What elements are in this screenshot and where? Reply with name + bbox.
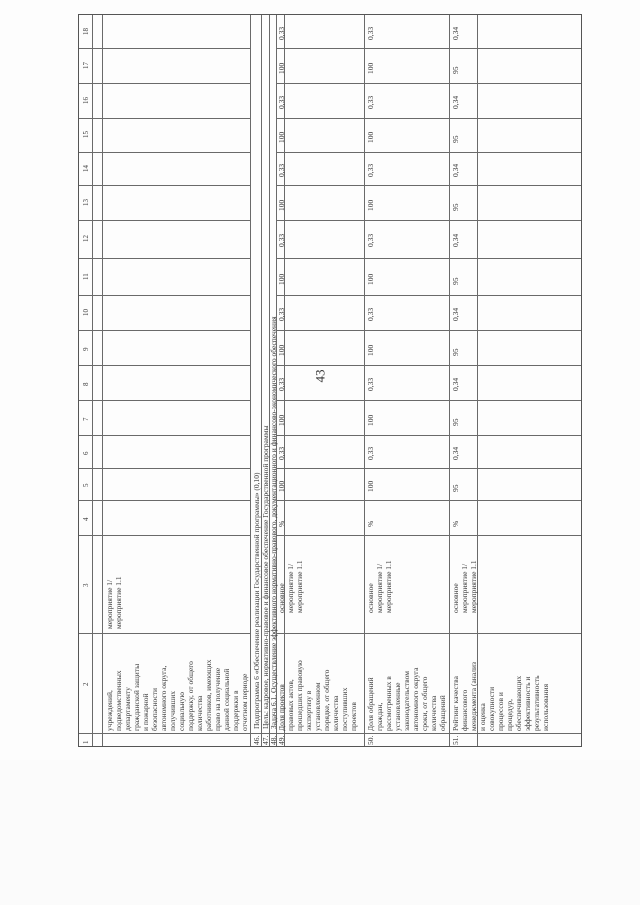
indicator-name-line: менеджмента (анализ [469, 662, 478, 731]
indicator-value: 95 [451, 348, 460, 356]
indicator-value: 0,34 [451, 307, 460, 321]
source-line: основное [366, 583, 375, 613]
column-border [79, 400, 581, 401]
indicator-name-line: социальную [177, 691, 186, 731]
indicator-value: 0,34 [451, 446, 460, 460]
indicator-value: 0,33 [366, 95, 375, 109]
column-number: 14 [82, 165, 90, 172]
column-number: 5 [82, 483, 90, 487]
indicator-name-line: количества [331, 695, 340, 731]
column-border [79, 185, 581, 186]
column-number: 16 [82, 97, 90, 104]
column-number: 4 [82, 517, 90, 521]
unit: % [366, 520, 375, 527]
indicator-name-line: количества [429, 695, 438, 731]
indicator-name-line: результативность [532, 675, 541, 731]
column-number: 15 [82, 131, 90, 138]
indicator-value: 0,33 [366, 26, 375, 40]
indicator-name-line: рассмотренных в [384, 676, 393, 731]
column-border [79, 535, 581, 536]
indicator-name-line: процессов и [496, 692, 505, 731]
section-row-number: 48. [269, 735, 278, 745]
indicator-name-line: процедур, [505, 699, 514, 731]
column-border [79, 295, 581, 296]
indicator-value: 100 [366, 199, 375, 211]
section-row-text: Подпрограмма 6 «Обеспечение реализации Государственной программы» (0,10) [252, 472, 261, 729]
indicator-name-line: установленном [313, 682, 322, 731]
source-line: мероприятие 1/ [375, 563, 384, 613]
indicator-value: 0,33 [277, 307, 286, 321]
indicator-name-line: правовых актов, [286, 679, 295, 731]
indicator-value: 95 [451, 277, 460, 285]
column-border [79, 365, 581, 366]
indicator-value: 100 [277, 344, 286, 356]
source-line: мероприятие 1/ [460, 563, 469, 613]
indicator-name-line: эффективность и [523, 676, 532, 731]
row-border [92, 15, 93, 746]
indicator-value: 0,33 [277, 446, 286, 460]
unit: % [451, 520, 460, 527]
column-number: 12 [82, 235, 90, 242]
column-number: 2 [82, 682, 90, 686]
indicator-name-line: Рейтинг качества [451, 676, 460, 731]
indicator-value: 100 [366, 414, 375, 426]
indicator-name-line: гражданской защиты [132, 663, 141, 731]
indicator-name-line: учреждений, [105, 690, 114, 731]
row-border [364, 15, 365, 746]
indicator-value: 95 [451, 484, 460, 492]
indicator-value: 0,33 [366, 377, 375, 391]
indicator-value: 0,33 [366, 233, 375, 247]
indicator-value: 100 [366, 273, 375, 285]
indicator-name-line: автономного округа, [159, 665, 168, 731]
column-border [79, 733, 581, 734]
source-line: мероприятие 1.1 [114, 576, 123, 629]
column-border [79, 83, 581, 84]
indicator-value: 100 [277, 199, 286, 211]
indicator-value: 100 [277, 273, 286, 285]
indicator-name-line: порядке, от общего [322, 669, 331, 731]
indicator-name-line: подведомственных [114, 670, 123, 731]
indicator-value: 0,34 [451, 26, 460, 40]
indicator-value: 95 [451, 203, 460, 211]
column-border [79, 118, 581, 119]
column-number: 10 [82, 309, 90, 316]
column-number: 8 [82, 382, 90, 386]
indicator-value: 100 [366, 131, 375, 143]
indicator-value: 100 [366, 344, 375, 356]
indicator-name-line: Доля обращений [366, 677, 375, 731]
column-border [79, 435, 581, 436]
indicator-name-line: граждан, [375, 702, 384, 731]
row-number: 49. [277, 735, 286, 745]
indicator-name-line: обращений [438, 695, 447, 731]
indicator-name-line: право на получение [213, 667, 222, 731]
section-row-text: Цель: кадровое, нормативно-правовое и финансовое обеспечение Государственной программы [261, 425, 270, 729]
row-border [102, 15, 103, 746]
column-number: 18 [82, 28, 90, 35]
column-number: 11 [82, 273, 90, 280]
column-border [79, 152, 581, 153]
source-line: мероприятие 1.1 [384, 560, 393, 613]
row-number: 50. [366, 735, 375, 745]
indicator-name-line: сроки, от общего [420, 676, 429, 731]
indicator-value: 95 [451, 66, 460, 74]
indicator-value: 0,33 [366, 307, 375, 321]
indicator-name-line: количества [195, 695, 204, 731]
indicator-name-line: работников, имеющих [204, 659, 213, 731]
blank-margin [0, 760, 640, 905]
indicator-name-line: Доля проектов [277, 684, 286, 731]
indicator-name-line: совокупности [487, 686, 496, 731]
indicator-value: 0,33 [366, 163, 375, 177]
column-border [79, 468, 581, 469]
indicator-name-line: использования [541, 683, 550, 731]
indicator-value: 100 [277, 62, 286, 74]
source-line: мероприятие 1.1 [295, 560, 304, 613]
indicator-value: 95 [451, 135, 460, 143]
column-number: 9 [82, 347, 90, 351]
indicator-name-line: департаменту [123, 687, 132, 731]
row-border [449, 15, 450, 746]
column-border [79, 48, 581, 49]
indicator-value: 0,33 [277, 233, 286, 247]
row-border [477, 15, 478, 746]
source-line: мероприятие 1/ [286, 563, 295, 613]
indicator-value: 0,34 [451, 233, 460, 247]
indicator-name-line: данной социальной [222, 668, 231, 731]
indicator-value: 0,34 [451, 95, 460, 109]
column-border [79, 258, 581, 259]
indicator-value: 100 [366, 62, 375, 74]
indicator-value: 0,33 [277, 26, 286, 40]
indicator-name-line: безопасности [150, 687, 159, 731]
indicator-value: 0,33 [277, 377, 286, 391]
indicator-name-line: поддержки в [231, 690, 240, 731]
column-border [79, 330, 581, 331]
indicator-name-line: автономного округа [411, 667, 420, 731]
indicator-name-line: поддержку, от общего [186, 661, 195, 731]
section-row-number: 47. [261, 735, 270, 745]
indicator-value: 0,33 [277, 163, 286, 177]
indicator-value: 0,33 [366, 446, 375, 460]
indicator-name-line: прошедших правовую [295, 660, 304, 731]
indicator-name-line: обеспечивающих [514, 675, 523, 731]
column-number: 7 [82, 417, 90, 421]
column-number: 6 [82, 451, 90, 455]
indicator-name-line: экспертизу в [304, 690, 313, 731]
section-row-text: Задача 6.1. Осуществление эффективного нормативно-правового, документационного и финансово-экономического обеспечения [269, 316, 278, 729]
indicator-value: 100 [366, 480, 375, 492]
indicator-value: 100 [277, 480, 286, 492]
column-border [79, 500, 581, 501]
indicator-value: 0,34 [451, 377, 460, 391]
column-number: 3 [82, 583, 90, 587]
indicator-name-line: проектов [349, 702, 358, 731]
indicator-name-line: финансового [460, 689, 469, 731]
indicator-name-line: и пожарной [141, 693, 150, 731]
indicator-name-line: установленные [393, 682, 402, 731]
column-number: 17 [82, 62, 90, 69]
indicator-value: 100 [277, 131, 286, 143]
indicator-value: 0,34 [451, 163, 460, 177]
unit: % [277, 520, 286, 527]
row-number: 51. [451, 735, 460, 745]
indicator-value: 95 [451, 418, 460, 426]
source-line: основное [451, 583, 460, 613]
source-line: мероприятие 1.1 [469, 560, 478, 613]
indicator-name-line: и оценка [478, 703, 487, 731]
indicator-name-line: законодательством [402, 670, 411, 731]
section-row-number: 46. [252, 735, 261, 745]
source-line: мероприятие 1/ [105, 579, 114, 629]
column-border [79, 633, 581, 634]
indicator-value: 100 [277, 414, 286, 426]
indicator-name-line: получивших [168, 690, 177, 731]
indicator-name-line: отчетном периоде [240, 673, 249, 731]
page-number: 43 [312, 369, 328, 383]
indicator-table [78, 14, 582, 747]
column-number: 1 [82, 740, 90, 744]
column-number: 13 [82, 199, 90, 206]
column-border [79, 220, 581, 221]
indicator-name-line: поступивших [340, 687, 349, 731]
indicator-value: 0,33 [277, 95, 286, 109]
source-line: основное [277, 583, 286, 613]
